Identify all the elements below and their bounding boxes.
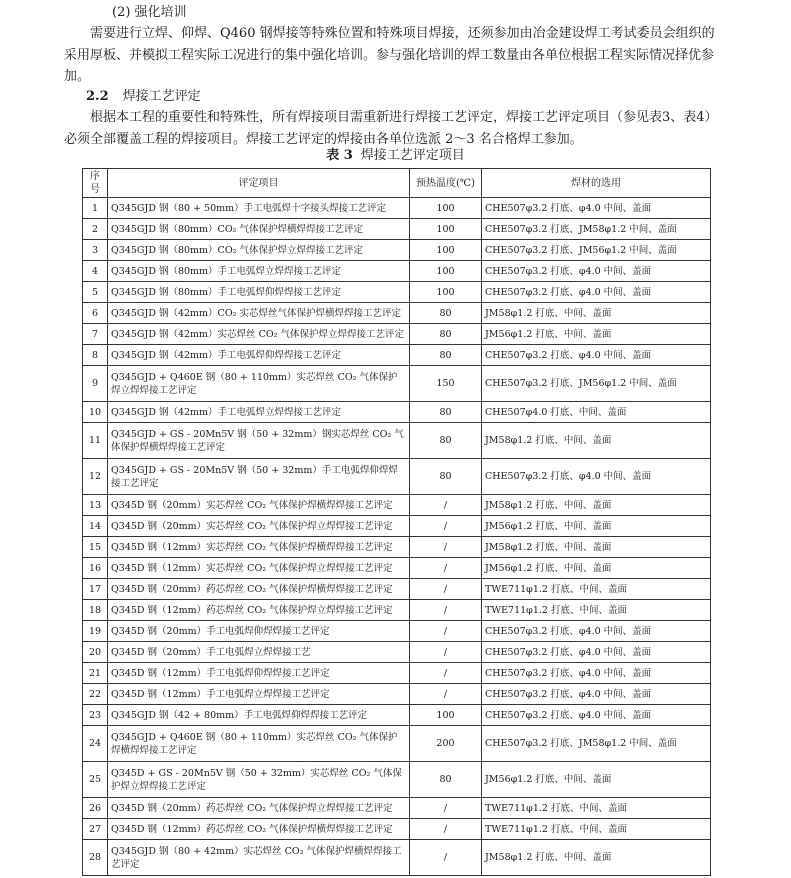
cell-item: Q345GJD 钢（80mm）CO₂ 气体保护焊立焊焊接工艺评定 [108,240,410,261]
table-header-row [83,169,711,198]
table-row [83,324,711,345]
cell-temp: / [410,621,482,642]
cell-temp: 100 [410,198,482,219]
cell-temp: 100 [410,261,482,282]
cell-material: CHE507φ3.2 打底、φ4.0 中间、盖面 [482,261,711,282]
cell-material: CHE507φ3.2 打底、φ4.0 中间、盖面 [482,705,711,726]
header-material: 焊材的选用 [482,169,711,198]
cell-item: Q345D 钢（20mm）实芯焊丝 CO₂ 气体保护焊横焊焊接工艺评定 [108,495,410,516]
welding-procedure-table [82,168,711,876]
cell-item: Q345D 钢（20mm）手工电弧焊仰焊焊接工艺评定 [108,621,410,642]
cell-item: Q345GJD 钢（80 + 50mm）手工电弧焊十字接头焊接工艺评定 [108,198,410,219]
cell-no: 10 [83,402,108,423]
cell-item: Q345D 钢（12mm）实芯焊丝 CO₂ 气体保护焊横焊焊接工艺评定 [108,537,410,558]
subheading-strengthen-training: (2) 强化培训 [112,5,187,20]
header-no: 序号 [83,169,108,198]
cell-item: Q345GJD 钢（42mm）手工电弧焊仰焊焊接工艺评定 [108,345,410,366]
cell-no: 26 [83,798,108,819]
cell-material: CHE507φ3.2 打底、JM58φ1.2 中间、盖面 [482,726,711,762]
cell-temp: 200 [410,726,482,762]
cell-temp: 100 [410,705,482,726]
cell-material: CHE507φ4.0 打底、中间、盖面 [482,402,711,423]
cell-material: TWE711φ1.2 打底、中间、盖面 [482,819,711,840]
cell-no: 2 [83,219,108,240]
cell-temp: 80 [410,762,482,798]
table-row [83,621,711,642]
cell-temp: 80 [410,303,482,324]
cell-material: JM58φ1.2 打底、中间、盖面 [482,495,711,516]
header-temp: 预热温度(℃) [410,169,482,198]
cell-no: 5 [83,282,108,303]
cell-item: Q345D 钢（20mm）手工电弧焊立焊焊接工艺 [108,642,410,663]
cell-no: 7 [83,324,108,345]
table-row [83,303,711,324]
cell-item: Q345GJD 钢（42mm）实芯焊丝 CO₂ 气体保护焊立焊焊接工艺评定 [108,324,410,345]
cell-item: Q345D + GS - 20Mn5V 钢（50 + 32mm）实芯焊丝 CO₂ 气体保护焊立焊焊接工艺评定 [108,762,410,798]
table-row [83,705,711,726]
cell-item: Q345GJD + GS - 20Mn5V 钢（50 + 32mm）手工电弧焊仰焊焊接工艺评定 [108,459,410,495]
cell-material: CHE507φ3.2 打底、JM58φ1.2 中间、盖面 [482,219,711,240]
cell-material: JM58φ1.2 打底、中间、盖面 [482,840,711,876]
cell-material: TWE711φ1.2 打底、中间、盖面 [482,798,711,819]
cell-item: Q345GJD + GS - 20Mn5V 钢（50 + 32mm）钢实芯焊丝 CO₂ 气体保护焊横焊焊接工艺评定 [108,423,410,459]
cell-material: JM56φ1.2 打底、中间、盖面 [482,762,711,798]
table-caption-number: 表 3 [326,148,353,163]
cell-material: JM56φ1.2 打底、中间、盖面 [482,324,711,345]
cell-material: CHE507φ3.2 打底、φ4.0 中间、盖面 [482,459,711,495]
cell-temp: / [410,663,482,684]
cell-temp: 150 [410,366,482,402]
cell-no: 19 [83,621,108,642]
table-row [83,840,711,876]
header-item: 评定项目 [108,169,410,198]
cell-item: Q345GJD 钢（42mm）CO₂ 实芯焊丝气体保护焊横焊焊接工艺评定 [108,303,410,324]
cell-item: Q345GJD 钢（42mm）手工电弧焊立焊焊接工艺评定 [108,402,410,423]
cell-material: CHE507φ3.2 打底、φ4.0 中间、盖面 [482,663,711,684]
cell-material: CHE507φ3.2 打底、φ4.0 中间、盖面 [482,621,711,642]
table-row [83,282,711,303]
cell-item: Q345GJD 钢（42 + 80mm）手工电弧焊仰焊焊接工艺评定 [108,705,410,726]
table-row [83,240,711,261]
cell-temp: 80 [410,345,482,366]
cell-no: 27 [83,819,108,840]
cell-no: 6 [83,303,108,324]
cell-no: 22 [83,684,108,705]
cell-material: JM58φ1.2 打底、中间、盖面 [482,303,711,324]
cell-temp: / [410,579,482,600]
cell-item: Q345GJD 钢（80mm）CO₂ 气体保护焊横焊焊接工艺评定 [108,219,410,240]
cell-temp: / [410,537,482,558]
section-paragraph: 根据本工程的重要性和特殊性，所有焊接项目需重新进行焊接工艺评定，焊接工艺评定项目（参见表3、表4）必须全部覆盖工程的焊接项目。焊接工艺评定的焊接由各单位选派 2～3 名合格焊工参加。 [64,110,718,147]
table-row [83,495,711,516]
cell-temp: / [410,516,482,537]
table-row [83,642,711,663]
cell-no: 9 [83,366,108,402]
cell-item: Q345D 钢（20mm）药芯焊丝 CO₂ 气体保护焊横焊焊接工艺评定 [108,579,410,600]
cell-temp: 100 [410,240,482,261]
cell-no: 4 [83,261,108,282]
cell-item: Q345D 钢（12mm）实芯焊丝 CO₂ 气体保护焊立焊焊接工艺评定 [108,558,410,579]
cell-material: CHE507φ3.2 打底、φ4.0 中间、盖面 [482,282,711,303]
cell-no: 13 [83,495,108,516]
cell-material: JM56φ1.2 打底、中间、盖面 [482,516,711,537]
cell-temp: / [410,684,482,705]
cell-no: 15 [83,537,108,558]
cell-no: 12 [83,459,108,495]
cell-no: 23 [83,705,108,726]
cell-item: Q345GJD + Q460E 钢（80 + 110mm）实芯焊丝 CO₂ 气体保护焊横焊焊接工艺评定 [108,726,410,762]
cell-material: JM58φ1.2 打底、中间、盖面 [482,423,711,459]
cell-material: CHE507φ3.2 打底、JM56φ1.2 中间、盖面 [482,240,711,261]
cell-item: Q345D 钢（12mm）手工电弧焊立焊焊接工艺评定 [108,684,410,705]
cell-material: CHE507φ3.2 打底、φ4.0 中间、盖面 [482,642,711,663]
cell-item: Q345GJD 钢（80 + 42mm）实芯焊丝 CO₂ 气体保护焊横焊焊接工艺评定 [108,840,410,876]
cell-no: 17 [83,579,108,600]
table-row [83,261,711,282]
table-body [83,198,711,876]
cell-temp: / [410,819,482,840]
cell-material: CHE507φ3.2 打底、JM56φ1.2 中间、盖面 [482,366,711,402]
table-row [83,558,711,579]
cell-temp: 80 [410,459,482,495]
table-row [83,663,711,684]
table-row [83,402,711,423]
table-row [83,345,711,366]
cell-temp: / [410,798,482,819]
table-row [83,423,711,459]
cell-no: 8 [83,345,108,366]
cell-material: JM56φ1.2 打底、中间、盖面 [482,558,711,579]
cell-no: 24 [83,726,108,762]
cell-no: 11 [83,423,108,459]
cell-no: 28 [83,840,108,876]
cell-no: 20 [83,642,108,663]
cell-material: TWE711φ1.2 打底、中间、盖面 [482,579,711,600]
table-row [83,516,711,537]
cell-no: 18 [83,600,108,621]
cell-temp: / [410,495,482,516]
cell-material: JM58φ1.2 打底、中间、盖面 [482,537,711,558]
table-row [83,762,711,798]
cell-item: Q345D 钢（12mm）手工电弧焊仰焊焊接工艺评定 [108,663,410,684]
cell-no: 14 [83,516,108,537]
table-row [83,819,711,840]
table-row [83,798,711,819]
table-row [83,366,711,402]
cell-material: CHE507φ3.2 打底、φ4.0 中间、盖面 [482,684,711,705]
cell-temp: 80 [410,324,482,345]
cell-no: 1 [83,198,108,219]
table-caption-title: 焊接工艺评定项目 [360,148,465,163]
cell-material: TWE711φ1.2 打底、中间、盖面 [482,600,711,621]
cell-item: Q345D 钢（12mm）药芯焊丝 CO₂ 气体保护焊立焊焊接工艺评定 [108,600,410,621]
intro-paragraph: 需要进行立焊、仰焊、Q460 钢焊接等特殊位置和特殊项目焊接，还须参加由冶金建设焊工考试委员会组织的采用厚板、并模拟工程实际工况进行的集中强化培训。参与强化培训的焊工数量由各单位根据工程实际情况择优参加。 [64,26,715,84]
table-row [83,600,711,621]
cell-material: CHE507φ3.2 打底、φ4.0 中间、盖面 [482,345,711,366]
table-row [83,459,711,495]
cell-temp: / [410,840,482,876]
table-row [83,684,711,705]
cell-item: Q345GJD + Q460E 钢（80 + 110mm）实芯焊丝 CO₂ 气体保护焊立焊焊接工艺评定 [108,366,410,402]
cell-item: Q345GJD 钢（80mm）手工电弧焊立焊焊接工艺评定 [108,261,410,282]
cell-no: 21 [83,663,108,684]
cell-item: Q345GJD 钢（80mm）手工电弧焊仰焊焊接工艺评定 [108,282,410,303]
cell-temp: / [410,558,482,579]
cell-temp: / [410,600,482,621]
table-row [83,219,711,240]
cell-no: 16 [83,558,108,579]
cell-no: 3 [83,240,108,261]
table-row [83,726,711,762]
cell-item: Q345D 钢（20mm）实芯焊丝 CO₂ 气体保护焊立焊焊接工艺评定 [108,516,410,537]
cell-material: CHE507φ3.2 打底、φ4.0 中间、盖面 [482,198,711,219]
table-row [83,579,711,600]
cell-temp: / [410,642,482,663]
cell-item: Q345D 钢（12mm）药芯焊丝 CO₂ 气体保护焊横焊焊接工艺评定 [108,819,410,840]
cell-no: 25 [83,762,108,798]
cell-temp: 80 [410,402,482,423]
table-caption [0,147,791,165]
table-row [83,198,711,219]
cell-temp: 80 [410,423,482,459]
cell-temp: 100 [410,219,482,240]
cell-temp: 100 [410,282,482,303]
section-number: 2.2 [86,89,109,104]
section-title: 焊接工艺评定 [122,89,201,104]
cell-item: Q345D 钢（20mm）药芯焊丝 CO₂ 气体保护焊立焊焊接工艺评定 [108,798,410,819]
section-heading [86,86,201,107]
table-row [83,537,711,558]
